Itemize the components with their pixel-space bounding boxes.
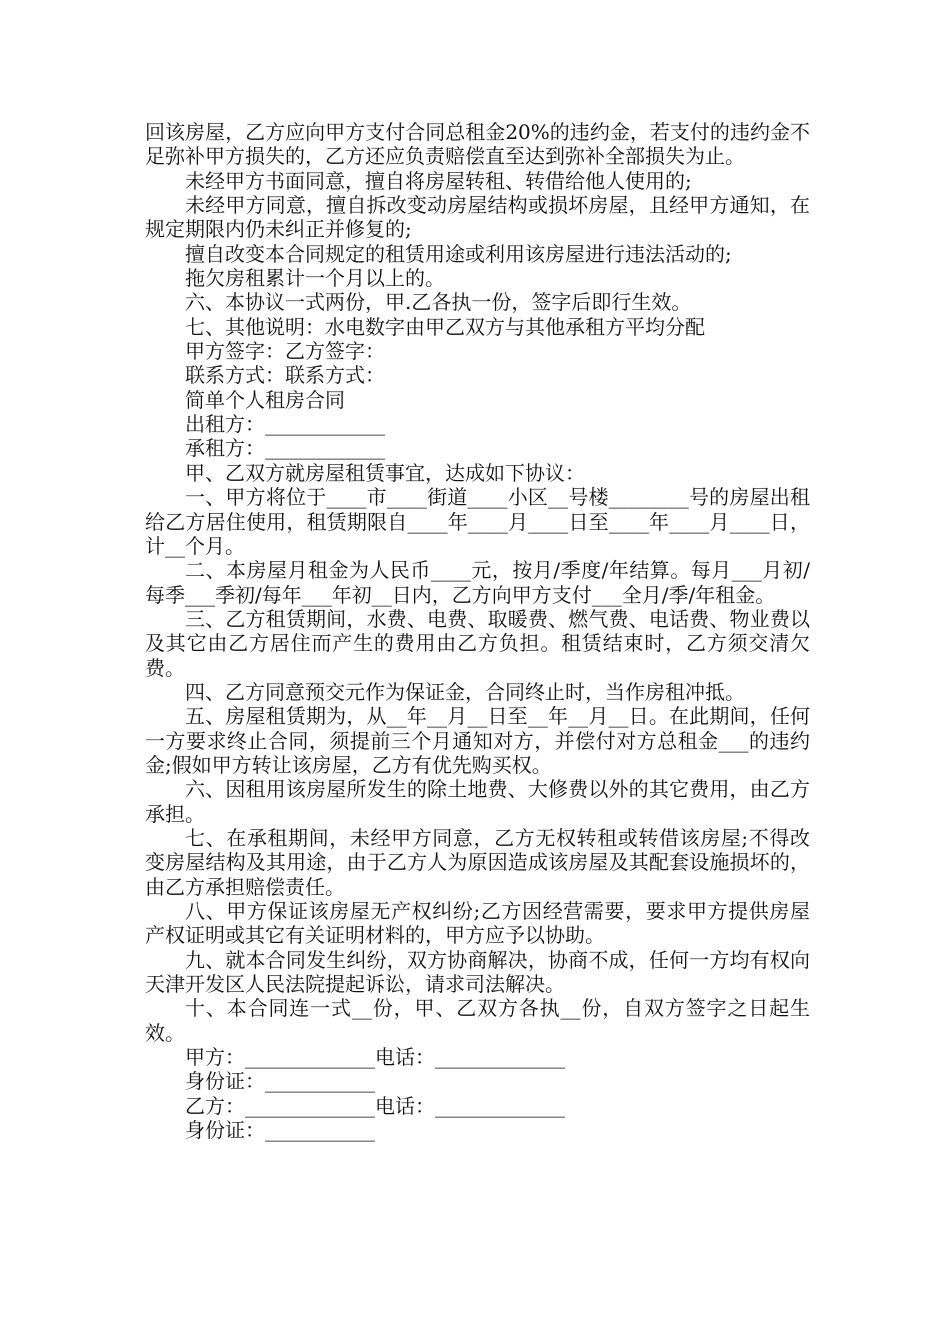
- clause-10: 十、本合同连一式__份，甲、乙双方各执__份，自双方签字之日起生效。: [145, 996, 810, 1045]
- paragraph: 回该房屋，乙方应向甲方支付合同总租金20%的违约金，若支付的违约金不足弥补甲方损失的，乙方还应负责赔偿直至达到弥补全部损失为止。: [145, 120, 810, 169]
- section-title: 简单个人租房合同: [185, 387, 345, 412]
- clause-3: 三、乙方租赁期间，水费、电费、取暖费、燃气费、电话费、物业费以及其它由乙方居住而产生的费用由乙方负担。租赁结束时，乙方须交清欠费。: [145, 606, 810, 680]
- clause-5: 五、房屋租赁期为，从__年__月__日至__年__月__日。在此期间，任何一方要求终止合同，须提前三个月通知对方，并偿付对方总租金___的违约金;假如甲方转让该房屋，乙方有优先购买权。: [145, 704, 810, 777]
- paragraph: 拖欠房租累计一个月以上的。: [185, 266, 445, 291]
- document-body: [145, 120, 810, 1142]
- paragraph: 甲、乙双方就房屋租赁事宜，达成如下协议：: [185, 460, 585, 485]
- clause-9: 九、就本合同发生纠纷，双方协商解决，协商不成，任何一方均有权向天津开发区人民法院提起诉讼，请求司法解决。: [145, 947, 810, 997]
- lessor-line: 出租方：____________: [185, 412, 385, 437]
- clause-4: 四、乙方同意预交元作为保证金，合同终止时，当作房租冲抵。: [185, 679, 745, 704]
- paragraph: 未经甲方同意，擅自拆改变动房屋结构或损坏房屋，且经甲方通知，在规定期限内仍未纠正并修复的;: [145, 193, 810, 242]
- lessee-line: 承租方：____________: [185, 436, 385, 461]
- party-b-id: 身份证：___________: [185, 1118, 375, 1143]
- clause-2: 二、本房屋月租金为人民币____元，按月/季度/年结算。每月___月初/每季___季初/每年___年初__日内，乙方向甲方支付___全月/季/年租金。: [145, 558, 810, 607]
- party-a-id: 身份证：___________: [185, 1069, 375, 1094]
- clause-8: 八、甲方保证该房屋无产权纠纷;乙方因经营需要，要求甲方提供房屋产权证明或其它有关证明材料的，甲方应予以协助。: [145, 899, 810, 948]
- paragraph: 未经甲方书面同意，擅自将房屋转租、转借给他人使用的;: [185, 168, 692, 193]
- party-a-signature: 甲方：_____________电话：_____________: [185, 1045, 565, 1070]
- signature-line: 甲方签字：乙方签字：: [185, 339, 385, 364]
- paragraph: 擅自改变本合同规定的租赁用途或利用该房屋进行违法活动的;: [185, 241, 732, 266]
- paragraph: 六、本协议一式两份，甲.乙各执一份，签字后即行生效。: [185, 290, 692, 315]
- contact-line: 联系方式：联系方式：: [185, 363, 385, 388]
- clause-1: 一、甲方将位于____市____街道____小区__号楼________号的房屋出租给乙方居住使用，租赁期限自____年____月____日至____年____月____日，计__个月。: [145, 485, 810, 558]
- paragraph: 七、其他说明：水电数字由甲乙双方与其他承租方平均分配: [185, 314, 705, 339]
- clause-7: 七、在承租期间，未经甲方同意，乙方无权转租或转借该房屋;不得改变房屋结构及其用途，由于乙方人为原因造成该房屋及其配套设施损坏的，由乙方承担赔偿责任。: [145, 825, 810, 899]
- party-b-signature: 乙方：_____________电话：_____________: [185, 1093, 565, 1118]
- clause-6: 六、因租用该房屋所发生的除土地费、大修费以外的其它费用，由乙方承担。: [145, 777, 810, 826]
